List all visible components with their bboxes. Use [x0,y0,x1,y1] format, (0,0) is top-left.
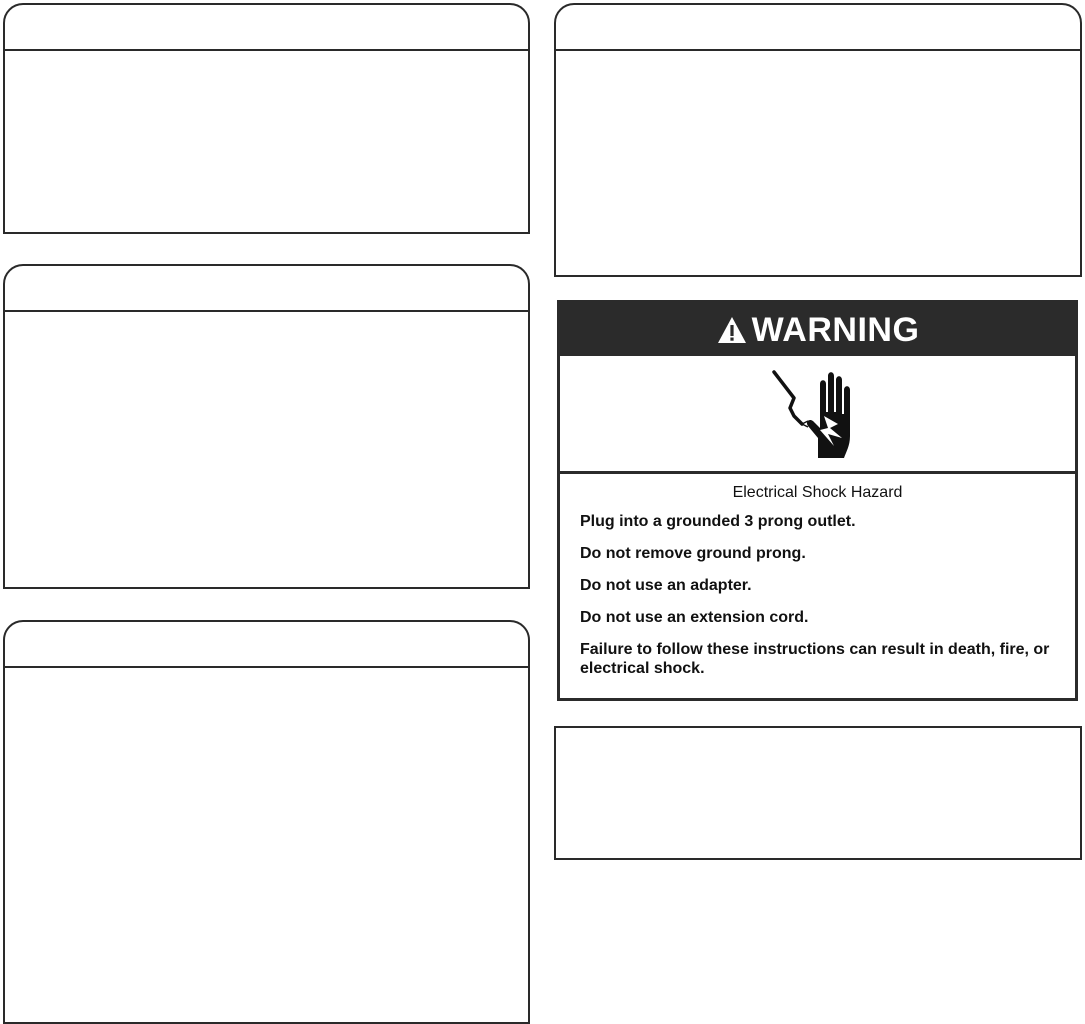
header-divider [3,666,530,668]
box-panel [554,49,1082,277]
header-divider [554,49,1082,51]
box-header-tab [3,620,530,668]
box-header-tab [554,3,1082,51]
header-divider [3,49,530,51]
header-divider [3,310,530,312]
warning-triangle-icon [716,315,748,345]
hazard-title: Electrical Shock Hazard [732,484,903,501]
instruction-line: Do not use an extension cord. [580,609,809,626]
box-header-tab [3,3,530,51]
warning-body [560,474,1075,678]
electrical-shock-hand-icon [768,364,868,464]
box-header-tab [3,264,530,312]
plain-box [554,726,1082,860]
warning-title: WARNING [751,310,920,349]
tabbed-box-3 [3,620,530,1024]
instruction-line: Failure to follow these instructions can result in death, fire, or electrical shock. [580,641,1050,677]
instruction-line: Do not use an adapter. [580,577,752,594]
box-panel [3,310,530,589]
tabbed-box-4 [554,3,1082,277]
instruction-line: Plug into a grounded 3 prong outlet. [580,513,856,530]
pictogram-area [560,356,1075,474]
box-panel [3,666,530,1024]
tabbed-box-1 [3,3,530,234]
warning-label [557,300,1078,701]
warning-banner [560,303,1075,356]
instruction-line: Do not remove ground prong. [580,545,806,562]
box-panel [3,49,530,234]
tabbed-box-2 [3,264,530,589]
